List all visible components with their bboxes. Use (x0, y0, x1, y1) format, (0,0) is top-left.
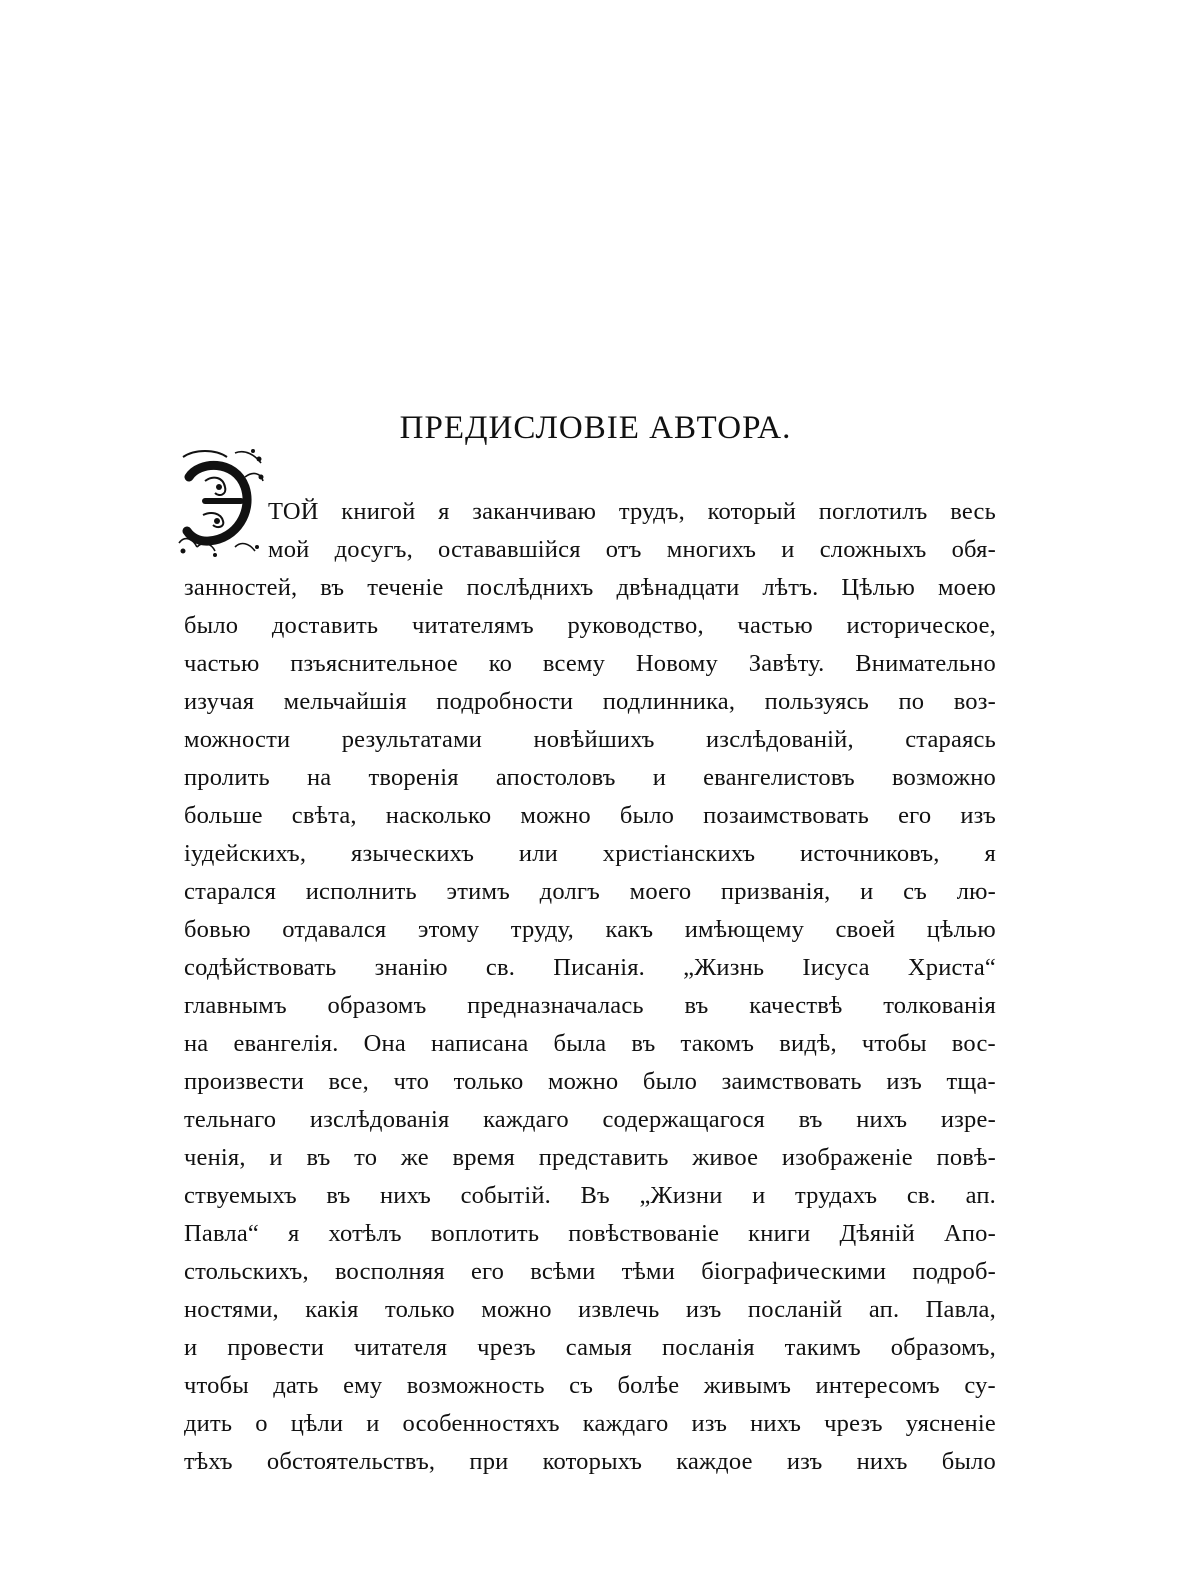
text-line: іудейскихъ, языческихъ или христіанскихъ источниковъ, я (184, 840, 996, 867)
text-line: ченія, и въ то же время представить живое изображеніе повѣ- (184, 1144, 996, 1171)
text-line: стольскихъ, восполняя его всѣми тѣми біографическими подроб- (184, 1258, 996, 1285)
text-line: тѣхъ обстоятельствъ, при которыхъ каждое изъ нихъ было (184, 1448, 996, 1475)
text-line: было доставить читателямъ руководство, частью историческое, (184, 612, 996, 639)
text-line: дить о цѣли и особенностяхъ каждаго изъ нихъ чрезъ уясненіе (184, 1410, 996, 1437)
text-line: на евангелія. Она написана была въ такомъ видѣ, чтобы вос- (184, 1030, 996, 1057)
text-line: чтобы дать ему возможность съ болѣе живымъ интересомъ су- (184, 1372, 996, 1399)
page-title: ПРЕДИСЛОВІЕ АВТОРА. (399, 410, 792, 446)
text-line: главнымъ образомъ предназначалась въ качествѣ толкованія (184, 992, 996, 1019)
text-line: старался исполнить этимъ долгъ моего призванія, и съ лю- (184, 878, 996, 905)
text-line: содѣйствовать знанію св. Писанія. „Жизнь Іисуса Христа“ (184, 954, 996, 981)
text-line: ТОЙ книгой я заканчиваю трудъ, который поглотилъ весь (268, 498, 996, 525)
text-line: бовью отдавался этому труду, какъ имѣющему своей цѣлью (184, 916, 996, 943)
text-line: ностями, какія только можно извлечь изъ посланій ап. Павла, (184, 1296, 996, 1323)
text-line: произвести все, что только можно было заимствовать изъ тща- (184, 1068, 996, 1095)
text-line: мой досугъ, остававшійся отъ многихъ и сложныхъ обя- (268, 536, 996, 563)
text-line: можности результатами новѣйшихъ изслѣдованій, стараясь (184, 726, 996, 753)
text-line: Павла“ я хотѣлъ воплотить повѣствованіе книги Дѣяній Апо- (184, 1220, 996, 1247)
text-line: частью пзъяснительное ко всему Новому Завѣту. Внимательно (184, 650, 996, 677)
text-line: занностей, въ теченіе послѣднихъ двѣнадцати лѣтъ. Цѣлью моею (184, 574, 996, 601)
text-line: пролить на творенія апостоловъ и евангелистовъ возможно (184, 764, 996, 791)
text-line: и провести читателя чрезъ самыя посланія такимъ образомъ, (184, 1334, 996, 1361)
text-line: ствуемыхъ въ нихъ событій. Въ „Жизни и трудахъ св. ап. (184, 1182, 996, 1209)
text-line: изучая мельчайшія подробности подлинника, пользуясь по воз- (184, 688, 996, 715)
text-line: больше свѣта, насколько можно было позаимствовать его изъ (184, 802, 996, 829)
text-line: тельнаго изслѣдованія каждаго содержащагося въ нихъ изре- (184, 1106, 996, 1133)
